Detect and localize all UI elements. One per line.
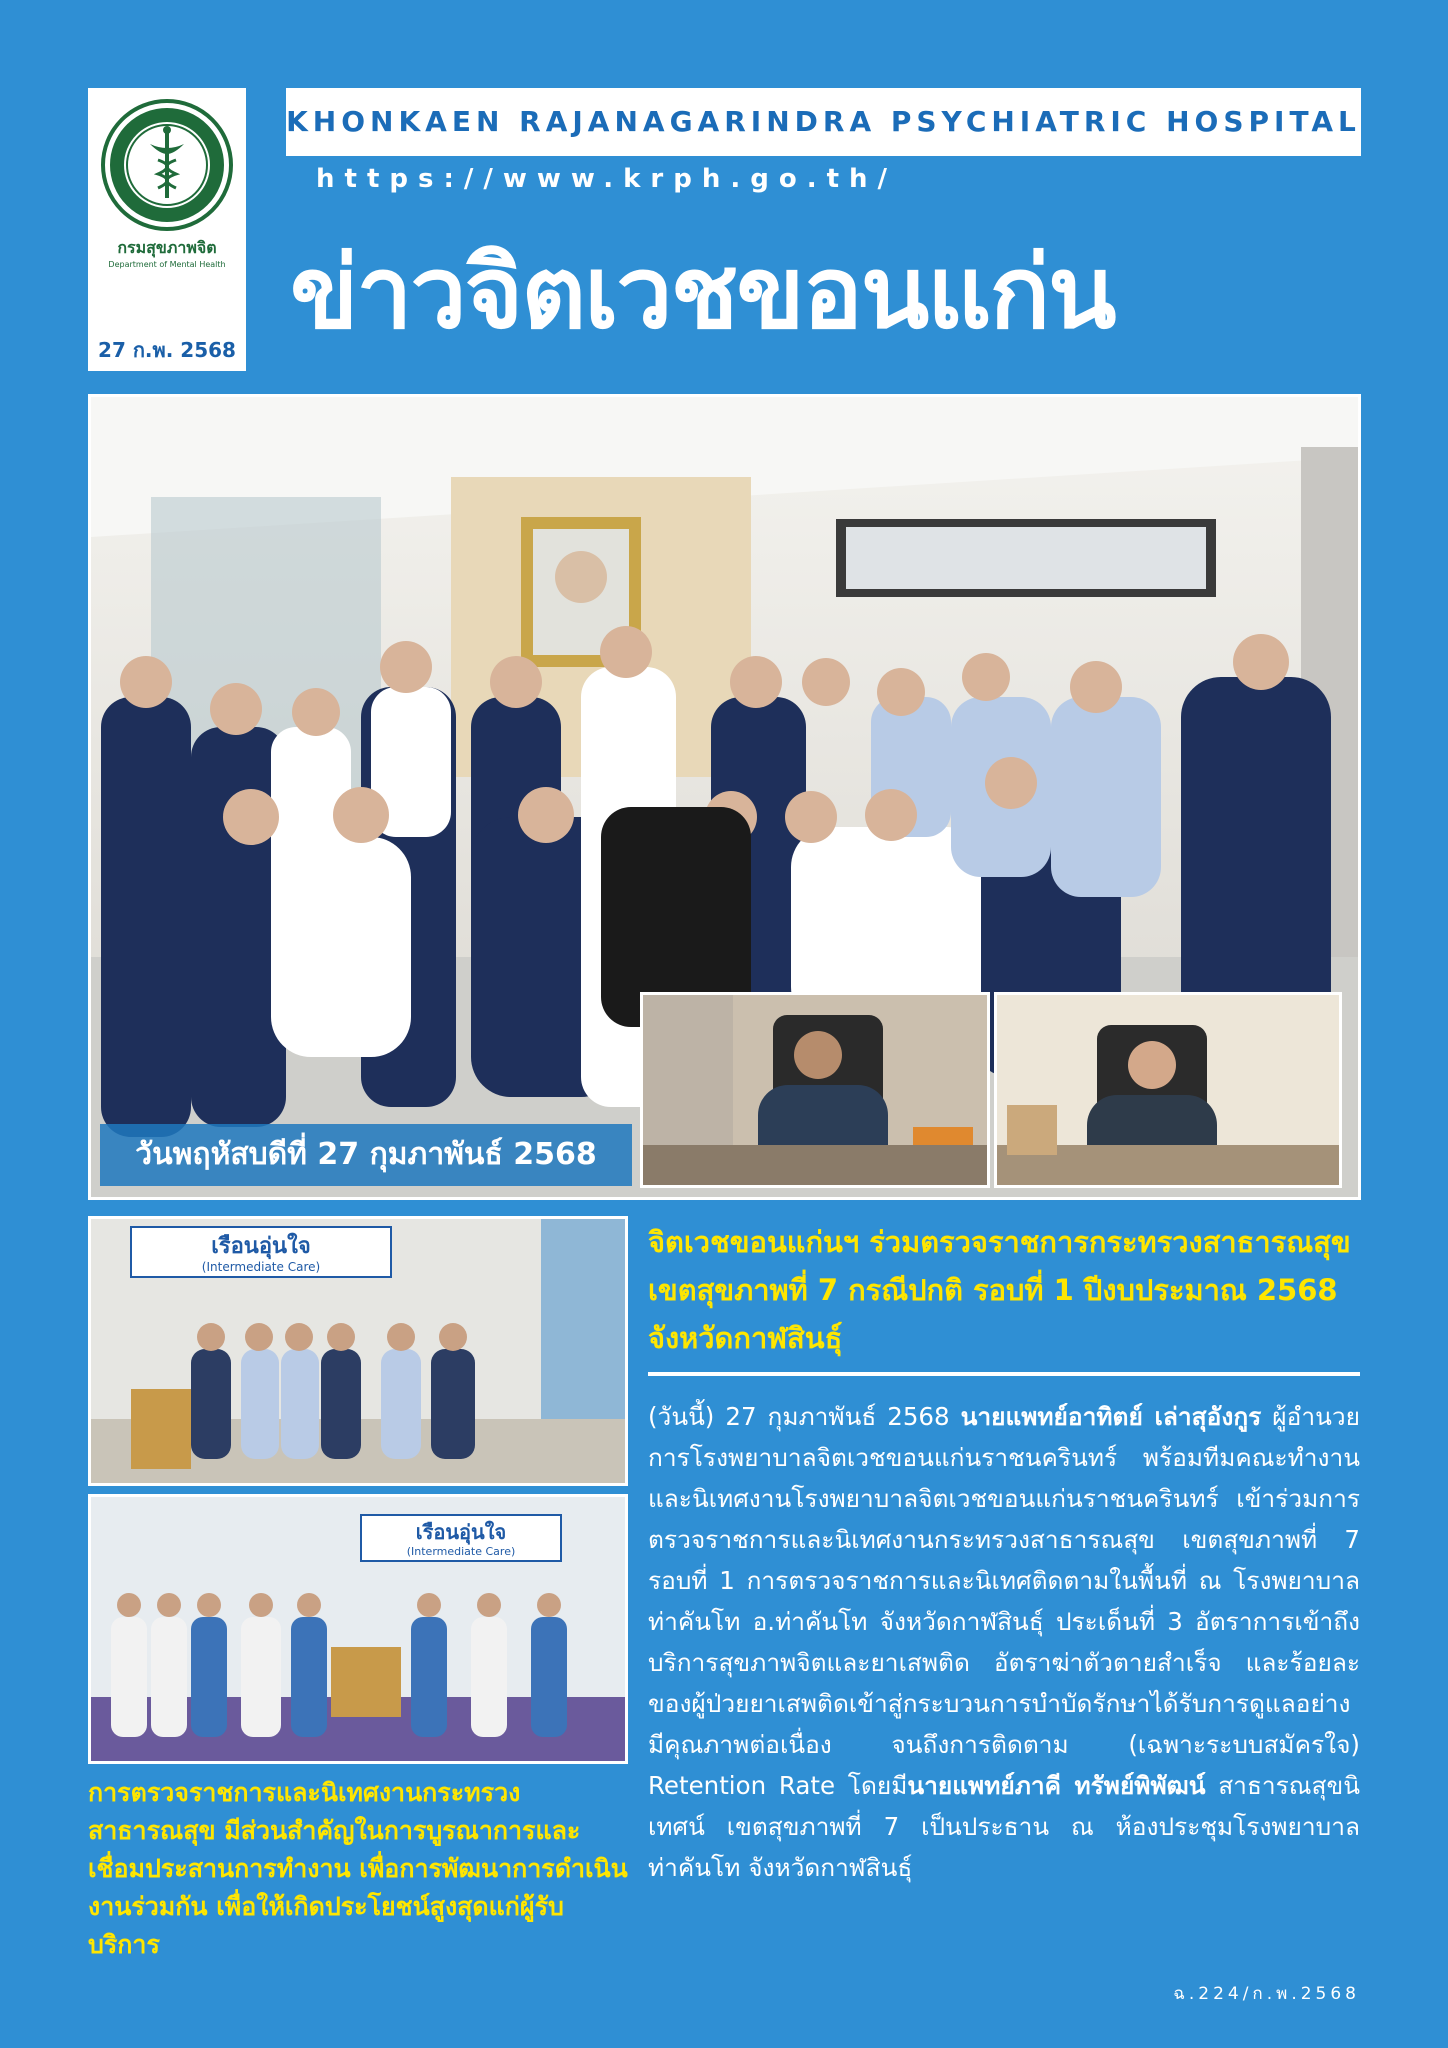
ministry-seal-icon (100, 98, 234, 232)
meeting-photo-left (640, 992, 990, 1188)
intermediate-care-group-photo (88, 1216, 628, 1486)
article-summary: การตรวจราชการและนิเทศงานกระทรวงสาธารณสุข มีส่วนสำคัญในการบูรณาการและเชื่อมประสานการทำงาน เพื่อการพัฒนาการดำเนินงานร่วมกัน เพื่อให้เกิดประโยชน์สูงสุดแก่ผู้รับบริการ (88, 1778, 628, 1959)
article-body (648, 1396, 1360, 1888)
sign-text-2: เรือนอุ่นใจ (415, 1520, 507, 1544)
body-text-part3: สาธารณสุขนิเทศน์ เขตสุขภาพที่ 7 เป็นประธาน ณ ห้องประชุมโรงพยาบาลท่าคันโท จังหวัดกาฬสินธุ์ (648, 1771, 1360, 1882)
article-headline: จิตเวชขอนแก่นฯ ร่วมตรวจราชการกระทรวงสาธารณสุข เขตสุขภาพที่ 7 กรณีปกติ รอบที่ 1 ปีงบประมาณ 2568 จังหวัดกาฬสินธุ์ (648, 1225, 1351, 1355)
sign-subtext-2: (Intermediate Care) (406, 1545, 516, 1558)
intermediate-care-visit-photo (88, 1494, 628, 1764)
website-url[interactable]: https://www.krph.go.th/ (316, 164, 898, 194)
inspector-name: นายแพทย์ภาคี ทรัพย์พิพัฒน์ (907, 1771, 1206, 1800)
meeting-photo-right (994, 992, 1342, 1188)
department-name-english: Department of Mental Health (108, 260, 226, 269)
reference-number: ฉ.224/ก.พ.2568 (1173, 1984, 1360, 2004)
headline-divider (648, 1372, 1360, 1376)
issue-date: 27 ก.พ. 2568 (98, 338, 236, 362)
sign-text: เรือนอุ่นใจ (211, 1234, 311, 1259)
director-name: นายแพทย์อาทิตย์ เล่าสุอังกูร (960, 1402, 1262, 1431)
photo-date-caption: วันพฤหัสบดีที่ 27 กุมภาพันธ์ 2568 (135, 1137, 597, 1172)
department-name-thai: กรมสุขภาพจิต (117, 238, 217, 257)
department-logo-box (88, 88, 246, 371)
hospital-name-banner (286, 88, 1361, 156)
masthead-title: ข่าวจิตเวชขอนแก่น (290, 234, 1115, 351)
body-text-part1: (วันนี้) 27 กุมภาพันธ์ 2568 (648, 1402, 961, 1431)
body-text-part2: ผู้อำนวยการโรงพยาบาลจิตเวชขอนแก่นราชนครินทร์ พร้อมทีมคณะทำงานและนิเทศงานโรงพยาบาลจิตเวชขอนแก่นราชนครินทร์ เข้าร่วมการตรวจราชการและนิเทศงานกระทรวงสาธารณสุข เขตสุขภาพที่ 7 รอบที่ 1 การตรวจราชการและนิเทศติดตามในพื้นที่ ณ โรงพยาบาลท่าคันโท อ.ท่าคันโท จังหวัดกาฬสินธุ์ ประเด็นที่ 3 อัตราการเข้าถึงบริการสุขภาพจิตและยาเสพติด อัตราฆ่าตัวตายสำเร็จ และร้อยละของผู้ป่วยยาเสพติดเข้าสู่กระบวนการบำบัดรักษาได้รับการดูแลอย่างมีคุณภาพต่อเนื่อง จนถึงการติดตาม (เฉพาะระบบสมัครใจ) Retention Rate โดยมี (648, 1402, 1360, 1800)
hospital-name: KHONKAEN RAJANAGARINDRA PSYCHIATRIC HOSPITAL (286, 105, 1361, 138)
photo-date-caption-box (100, 1124, 632, 1186)
sign-subtext: (Intermediate Care) (201, 1260, 321, 1274)
